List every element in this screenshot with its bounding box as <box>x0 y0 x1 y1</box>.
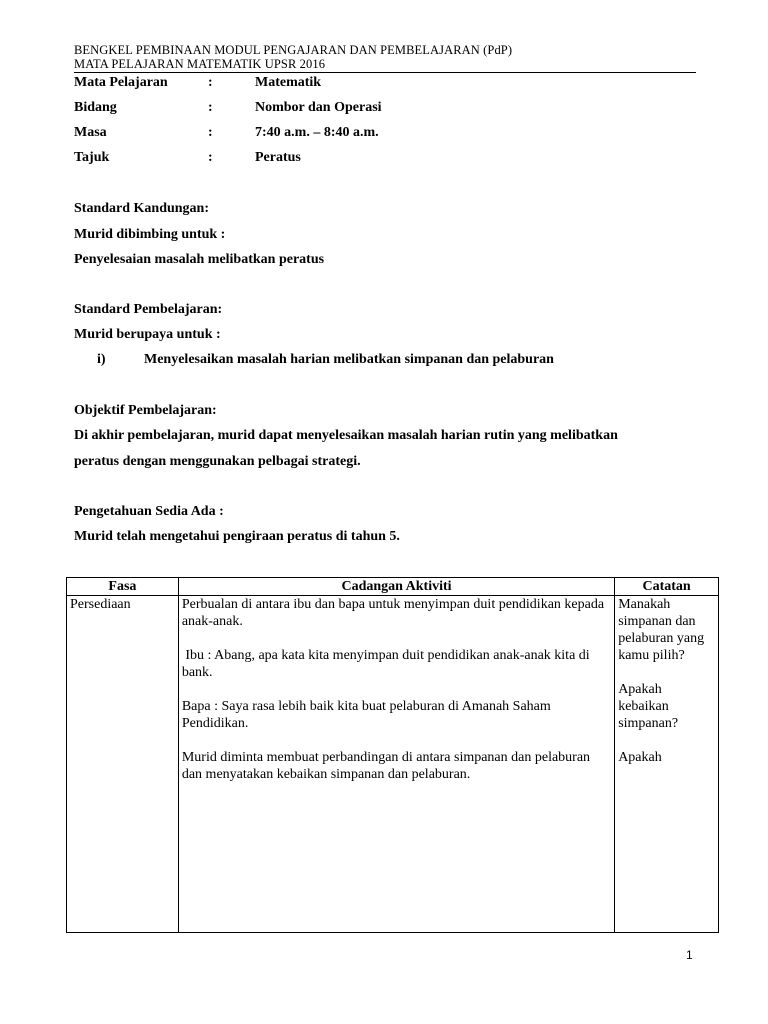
standard-kandungan-line-2: Penyelesaian masalah melibatkan peratus <box>74 252 325 267</box>
table-header-row <box>67 578 719 596</box>
cell-activities <box>178 596 614 933</box>
list-item-number: i) <box>97 352 106 367</box>
activity-paragraph: Ibu : Abang, apa kata kita menyimpan duit pendidikan anak-anak kita di bank. <box>181 648 594 680</box>
standard-kandungan-line-1: Murid dibimbing untuk : <box>74 227 226 242</box>
info-label: Bidang <box>74 100 117 115</box>
info-colon: : <box>208 100 213 115</box>
info-colon: : <box>208 75 213 90</box>
header-catatan: Catatan <box>615 578 719 596</box>
activity-paragraph: Perbualan di antara ibu dan bapa untuk menyimpan duit pendidikan kepada anak-anak. <box>181 597 605 629</box>
header-line-1: BENGKEL PEMBINAAN MODUL PENGAJARAN DAN PEMBELAJARAN (PdP) <box>74 43 513 57</box>
cell-fasa <box>67 596 179 933</box>
info-value: Peratus <box>255 150 301 165</box>
activity-paragraph: Bapa : Saya rasa lebih baik kita buat pelaburan di Amanah Saham Pendidikan. <box>181 699 551 731</box>
info-value: Nombor dan Operasi <box>255 100 382 115</box>
activity-table <box>66 577 719 933</box>
info-colon: : <box>208 150 213 165</box>
activity-paragraph: Murid diminta membuat perbandingan di antara simpanan dan pelaburan dan menyatakan kebaikan simpanan dan pelaburan. <box>181 750 591 782</box>
info-value: Matematik <box>255 75 322 90</box>
header-fasa: Fasa <box>67 578 179 596</box>
cell-notes <box>615 596 719 933</box>
table-row <box>67 596 719 933</box>
note-paragraph: Manakah simpanan dan pelaburan yang kamu pilih? <box>618 597 705 663</box>
info-label: Masa <box>74 125 107 140</box>
note-paragraph: Apakah kebaikan simpanan? <box>618 682 679 731</box>
header-rule <box>74 72 696 73</box>
page-number: 1 <box>686 948 693 962</box>
info-colon: : <box>208 125 213 140</box>
info-value: 7:40 a.m. – 8:40 a.m. <box>255 125 379 140</box>
standard-pembelajaran-line-1: Murid berupaya untuk : <box>74 327 221 342</box>
header-cadangan-aktiviti: Cadangan Aktiviti <box>178 578 614 596</box>
objektif-heading: Objektif Pembelajaran: <box>74 403 217 418</box>
objektif-line-2: peratus dengan menggunakan pelbagai strategi. <box>74 454 361 469</box>
pengetahuan-heading: Pengetahuan Sedia Ada : <box>74 504 224 519</box>
pengetahuan-line-1: Murid telah mengetahui pengiraan peratus di tahun 5. <box>74 529 400 544</box>
info-label: Tajuk <box>74 150 110 165</box>
standard-pembelajaran-heading: Standard Pembelajaran: <box>74 302 223 317</box>
list-item-text: Menyelesaikan masalah harian melibatkan simpanan dan pelaburan <box>144 352 554 367</box>
note-paragraph: Apakah <box>618 750 662 765</box>
standard-kandungan-heading: Standard Kandungan: <box>74 201 210 216</box>
fasa-text: Persediaan <box>70 597 131 612</box>
objektif-line-1: Di akhir pembelajaran, murid dapat menyelesaikan masalah harian rutin yang melibatkan <box>74 428 618 443</box>
header-line-2: MATA PELAJARAN MATEMATIK UPSR 2016 <box>74 57 326 71</box>
info-label: Mata Pelajaran <box>74 75 168 90</box>
